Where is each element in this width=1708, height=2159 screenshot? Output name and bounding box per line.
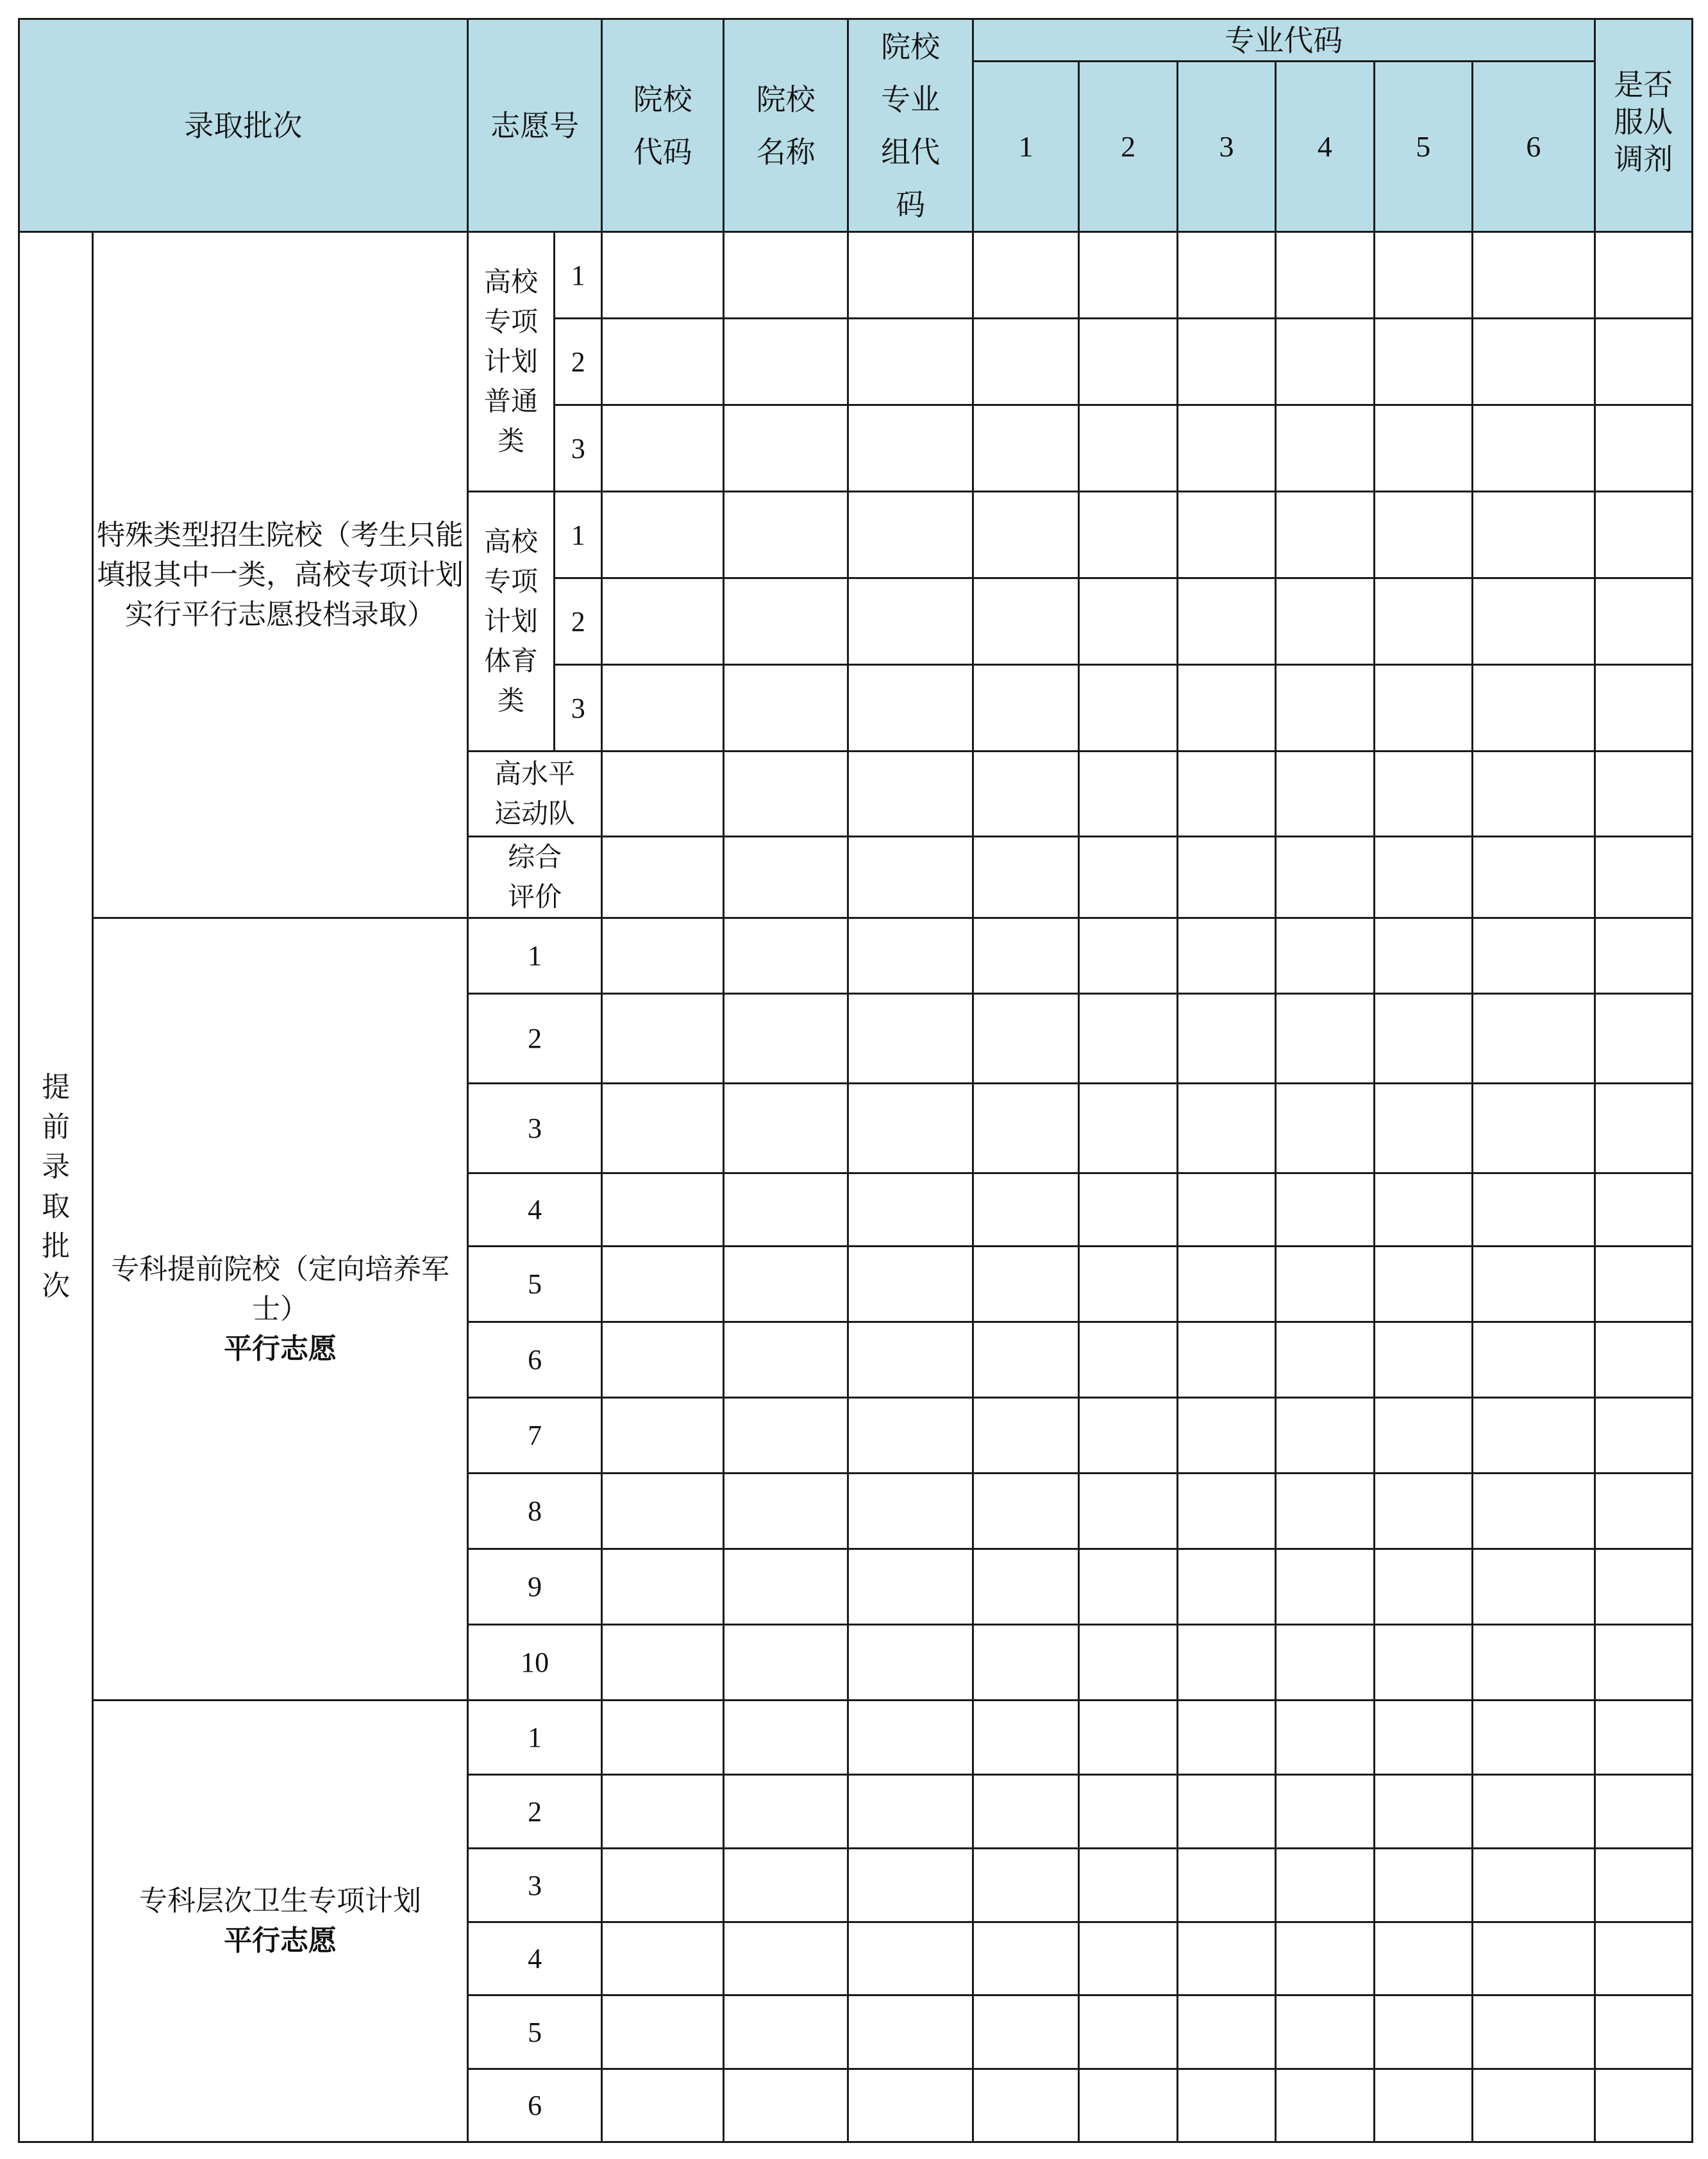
school-name-cell[interactable]	[723, 2069, 848, 2142]
volunteer-number: 2	[467, 994, 602, 1084]
major-code-cell[interactable]	[973, 1775, 1078, 1849]
major-code-cell[interactable]	[1177, 918, 1275, 994]
major-code-cell[interactable]	[1079, 1922, 1177, 1995]
school-code-cell[interactable]	[602, 1398, 724, 1474]
major-code-cell[interactable]	[1374, 405, 1472, 492]
major-code-cell[interactable]	[973, 665, 1078, 752]
major-code-cell[interactable]	[1374, 232, 1472, 319]
group-code-cell[interactable]	[848, 1398, 973, 1474]
school-name-cell[interactable]	[723, 319, 848, 405]
volunteer-number: 1	[467, 918, 602, 994]
major-code-cell[interactable]	[1079, 1084, 1177, 1173]
health-section-title: 专科层次卫生专项计划 平行志愿	[93, 1701, 468, 2142]
group-code-cell[interactable]	[848, 2069, 973, 2142]
major-code-cell[interactable]	[1079, 665, 1177, 752]
major-code-cell[interactable]	[1374, 1995, 1472, 2069]
major-code-cell[interactable]	[1177, 1922, 1275, 1995]
header-major-1: 1	[973, 62, 1078, 232]
major-code-cell[interactable]	[1177, 1398, 1275, 1474]
major-code-cell[interactable]	[1472, 918, 1595, 994]
major-code-cell[interactable]	[973, 1173, 1078, 1247]
school-code-cell[interactable]	[602, 1625, 724, 1701]
school-code-cell[interactable]	[602, 1922, 724, 1995]
school-code-cell[interactable]	[602, 1474, 724, 1549]
header-school-code: 院校代码	[602, 19, 724, 232]
volunteer-number: 3	[467, 1084, 602, 1173]
major-code-cell[interactable]	[1472, 1398, 1595, 1474]
major-code-cell[interactable]	[1374, 1549, 1472, 1625]
major-code-cell[interactable]	[1472, 1625, 1595, 1701]
major-code-cell[interactable]	[1177, 1625, 1275, 1701]
volunteer-number: 4	[467, 1173, 602, 1247]
major-code-cell[interactable]	[1276, 1398, 1374, 1474]
header-batch: 录取批次	[19, 19, 468, 232]
major-code-cell[interactable]	[1079, 405, 1177, 492]
major-code-cell[interactable]	[1079, 1247, 1177, 1322]
school-code-cell[interactable]	[602, 319, 724, 405]
special-general-label: 高校专项计划普通类	[467, 232, 554, 492]
obey-cell[interactable]	[1595, 2069, 1692, 2142]
major-code-cell[interactable]	[1472, 232, 1595, 319]
major-code-cell[interactable]	[1374, 752, 1472, 837]
volunteer-number: 10	[467, 1625, 602, 1701]
volunteer-number: 2	[555, 319, 602, 405]
major-code-cell[interactable]	[1472, 1247, 1595, 1322]
school-name-cell[interactable]	[723, 1247, 848, 1322]
obey-cell[interactable]	[1595, 232, 1692, 319]
major-code-cell[interactable]	[1276, 405, 1374, 492]
major-code-cell[interactable]	[1079, 1474, 1177, 1549]
group-code-cell[interactable]	[848, 1701, 973, 1775]
major-code-cell[interactable]	[1374, 918, 1472, 994]
volunteer-number: 8	[467, 1474, 602, 1549]
major-code-cell[interactable]	[1177, 1084, 1275, 1173]
school-name-cell[interactable]	[723, 1173, 848, 1247]
header-row-1	[19, 19, 1693, 62]
group-code-cell[interactable]	[848, 1775, 973, 1849]
major-code-cell[interactable]	[973, 994, 1078, 1084]
major-code-cell[interactable]	[1079, 492, 1177, 578]
volunteer-number: 6	[467, 1322, 602, 1398]
school-code-cell[interactable]	[602, 2069, 724, 2142]
special-section-title: 特殊类型招生院校（考生只能填报其中一类，高校专项计划实行平行志愿投档录取）	[93, 232, 468, 918]
major-code-cell[interactable]	[1374, 1247, 1472, 1322]
header-major-4: 4	[1276, 62, 1374, 232]
volunteer-number: 2	[467, 1775, 602, 1849]
group-code-cell[interactable]	[848, 405, 973, 492]
major-code-cell[interactable]	[1276, 1549, 1374, 1625]
header-major-2: 2	[1079, 62, 1177, 232]
school-name-cell[interactable]	[723, 1549, 848, 1625]
major-code-cell[interactable]	[1177, 232, 1275, 319]
major-code-cell[interactable]	[1177, 665, 1275, 752]
group-code-cell[interactable]	[848, 1625, 973, 1701]
major-code-cell[interactable]	[1079, 1625, 1177, 1701]
school-name-cell[interactable]	[723, 994, 848, 1084]
major-code-cell[interactable]	[1079, 1775, 1177, 1849]
major-code-cell[interactable]	[1276, 319, 1374, 405]
major-code-cell[interactable]	[973, 319, 1078, 405]
school-name-cell[interactable]	[723, 1922, 848, 1995]
major-code-cell[interactable]	[1472, 1701, 1595, 1775]
major-code-cell[interactable]	[1374, 1775, 1472, 1849]
major-code-cell[interactable]	[1472, 1549, 1595, 1625]
major-code-cell[interactable]	[973, 1922, 1078, 1995]
obey-cell[interactable]	[1595, 994, 1692, 1084]
form-container	[18, 18, 1693, 2143]
major-code-cell[interactable]	[1177, 1549, 1275, 1625]
header-major-6: 6	[1472, 62, 1595, 232]
major-code-cell[interactable]	[1472, 578, 1595, 665]
group-code-cell[interactable]	[848, 1922, 973, 1995]
obey-cell[interactable]	[1595, 665, 1692, 752]
major-code-cell[interactable]	[1276, 752, 1374, 837]
obey-cell[interactable]	[1595, 752, 1692, 837]
header-school-name: 院校名称	[723, 19, 848, 232]
school-name-cell[interactable]	[723, 1322, 848, 1398]
major-code-cell[interactable]	[1079, 319, 1177, 405]
major-code-cell[interactable]	[1472, 1849, 1595, 1922]
volunteer-number: 4	[467, 1922, 602, 1995]
major-code-cell[interactable]	[1472, 1084, 1595, 1173]
major-code-cell[interactable]	[973, 1995, 1078, 2069]
application-table	[18, 18, 1693, 2143]
major-code-cell[interactable]	[1472, 752, 1595, 837]
major-code-cell[interactable]	[1374, 1625, 1472, 1701]
volunteer-number: 3	[555, 665, 602, 752]
obey-cell[interactable]	[1595, 492, 1692, 578]
special-sports-label: 高校专项计划体育类	[467, 492, 554, 752]
group-code-cell[interactable]	[848, 1474, 973, 1549]
volunteer-number: 7	[467, 1398, 602, 1474]
major-code-cell[interactable]	[1276, 994, 1374, 1084]
obey-cell[interactable]	[1595, 405, 1692, 492]
school-code-cell[interactable]	[602, 492, 724, 578]
volunteer-number: 1	[467, 1701, 602, 1775]
obey-cell[interactable]	[1595, 1922, 1692, 1995]
obey-cell[interactable]	[1595, 578, 1692, 665]
school-code-cell[interactable]	[602, 1084, 724, 1173]
major-code-cell[interactable]	[973, 918, 1078, 994]
major-code-cell[interactable]	[1472, 1922, 1595, 1995]
major-code-cell[interactable]	[1374, 665, 1472, 752]
major-code-cell[interactable]	[1177, 994, 1275, 1084]
major-code-cell[interactable]	[1276, 1247, 1374, 1322]
major-code-cell[interactable]	[1276, 1849, 1374, 1922]
major-code-cell[interactable]	[1276, 1474, 1374, 1549]
school-code-cell[interactable]	[602, 1995, 724, 2069]
major-code-cell[interactable]	[973, 232, 1078, 319]
batch-label: 提前录取批次	[19, 232, 93, 2142]
group-code-cell[interactable]	[848, 1322, 973, 1398]
school-code-cell[interactable]	[602, 1173, 724, 1247]
school-name-cell[interactable]	[723, 918, 848, 994]
group-code-cell[interactable]	[848, 1173, 973, 1247]
major-code-cell[interactable]	[1177, 1701, 1275, 1775]
major-code-cell[interactable]	[1374, 578, 1472, 665]
major-code-cell[interactable]	[1079, 752, 1177, 837]
major-code-cell[interactable]	[1276, 578, 1374, 665]
major-code-cell[interactable]	[973, 837, 1078, 918]
obey-cell[interactable]	[1595, 1995, 1692, 2069]
major-code-cell[interactable]	[1079, 918, 1177, 994]
group-code-cell[interactable]	[848, 578, 973, 665]
school-name-cell[interactable]	[723, 1625, 848, 1701]
major-code-cell[interactable]	[1374, 319, 1472, 405]
major-code-cell[interactable]	[1079, 232, 1177, 319]
major-code-cell[interactable]	[1472, 492, 1595, 578]
school-code-cell[interactable]	[602, 665, 724, 752]
obey-cell[interactable]	[1595, 319, 1692, 405]
major-code-cell[interactable]	[1374, 1084, 1472, 1173]
obey-cell[interactable]	[1595, 837, 1692, 918]
major-code-cell[interactable]	[973, 1084, 1078, 1173]
school-code-cell[interactable]	[602, 1549, 724, 1625]
major-code-cell[interactable]	[1079, 994, 1177, 1084]
volunteer-number: 5	[467, 1995, 602, 2069]
group-code-cell[interactable]	[848, 492, 973, 578]
major-code-cell[interactable]	[1472, 1474, 1595, 1549]
group-code-cell[interactable]	[848, 1849, 973, 1922]
school-code-cell[interactable]	[602, 994, 724, 1084]
major-code-cell[interactable]	[1177, 837, 1275, 918]
major-code-cell[interactable]	[1177, 1247, 1275, 1322]
major-code-cell[interactable]	[1472, 319, 1595, 405]
obey-cell[interactable]	[1595, 1625, 1692, 1701]
major-code-cell[interactable]	[1374, 1922, 1472, 1995]
major-code-cell[interactable]	[1079, 1549, 1177, 1625]
major-code-cell[interactable]	[1177, 1474, 1275, 1549]
major-code-cell[interactable]	[973, 1849, 1078, 1922]
major-code-cell[interactable]	[973, 752, 1078, 837]
major-code-cell[interactable]	[1276, 1322, 1374, 1398]
major-code-cell[interactable]	[1472, 405, 1595, 492]
school-name-cell[interactable]	[723, 1474, 848, 1549]
header-major-5: 5	[1374, 62, 1472, 232]
group-code-cell[interactable]	[848, 837, 973, 918]
header-major-3: 3	[1177, 62, 1275, 232]
school-name-cell[interactable]	[723, 1995, 848, 2069]
major-code-cell[interactable]	[1177, 1849, 1275, 1922]
table-row	[19, 918, 1693, 994]
major-code-cell[interactable]	[1079, 578, 1177, 665]
group-code-cell[interactable]	[848, 1549, 973, 1625]
major-code-cell[interactable]	[1472, 1322, 1595, 1398]
major-code-cell[interactable]	[1177, 319, 1275, 405]
major-code-cell[interactable]	[973, 1701, 1078, 1775]
major-code-cell[interactable]	[1374, 994, 1472, 1084]
school-name-cell[interactable]	[723, 578, 848, 665]
obey-cell[interactable]	[1595, 1084, 1692, 1173]
school-name-cell[interactable]	[723, 1084, 848, 1173]
major-code-cell[interactable]	[1374, 1398, 1472, 1474]
major-code-cell[interactable]	[1374, 1701, 1472, 1775]
major-code-cell[interactable]	[1374, 1322, 1472, 1398]
military-section-title: 专科提前院校（定向培养军士） 平行志愿	[93, 918, 468, 1701]
major-code-cell[interactable]	[1177, 1322, 1275, 1398]
major-code-cell[interactable]	[1276, 1775, 1374, 1849]
school-code-cell[interactable]	[602, 1701, 724, 1775]
major-code-cell[interactable]	[1079, 1701, 1177, 1775]
obey-cell[interactable]	[1595, 1398, 1692, 1474]
major-code-cell[interactable]	[1472, 1173, 1595, 1247]
major-code-cell[interactable]	[1276, 492, 1374, 578]
school-code-cell[interactable]	[602, 578, 724, 665]
group-code-cell[interactable]	[848, 232, 973, 319]
major-code-cell[interactable]	[973, 492, 1078, 578]
major-code-cell[interactable]	[1079, 1849, 1177, 1922]
table-row	[19, 232, 1693, 319]
group-code-cell[interactable]	[848, 994, 973, 1084]
major-code-cell[interactable]	[1276, 2069, 1374, 2142]
major-code-cell[interactable]	[1177, 752, 1275, 837]
obey-cell[interactable]	[1595, 1247, 1692, 1322]
major-code-cell[interactable]	[1177, 578, 1275, 665]
major-code-cell[interactable]	[1374, 1849, 1472, 1922]
major-code-cell[interactable]	[973, 2069, 1078, 2142]
obey-cell[interactable]	[1595, 1849, 1692, 1922]
volunteer-number: 1	[555, 492, 602, 578]
group-code-cell[interactable]	[848, 752, 973, 837]
obey-cell[interactable]	[1595, 1173, 1692, 1247]
major-code-cell[interactable]	[1276, 1084, 1374, 1173]
major-code-cell[interactable]	[1079, 2069, 1177, 2142]
school-code-cell[interactable]	[602, 232, 724, 319]
major-code-cell[interactable]	[1472, 665, 1595, 752]
volunteer-number: 3	[555, 405, 602, 492]
major-code-cell[interactable]	[973, 1474, 1078, 1549]
school-name-cell[interactable]	[723, 1398, 848, 1474]
comprehensive-eval-label: 综合评价	[467, 837, 602, 918]
school-code-cell[interactable]	[602, 918, 724, 994]
volunteer-number: 3	[467, 1849, 602, 1922]
group-code-cell[interactable]	[848, 918, 973, 994]
volunteer-number: 9	[467, 1549, 602, 1625]
volunteer-number: 1	[555, 232, 602, 319]
major-code-cell[interactable]	[1276, 837, 1374, 918]
major-code-cell[interactable]	[1079, 1173, 1177, 1247]
major-code-cell[interactable]	[1177, 2069, 1275, 2142]
major-code-cell[interactable]	[1374, 1474, 1472, 1549]
volunteer-number: 2	[555, 578, 602, 665]
school-code-cell[interactable]	[602, 1849, 724, 1922]
group-code-cell[interactable]	[848, 1084, 973, 1173]
volunteer-number: 6	[467, 2069, 602, 2142]
header-group-code: 院校专业组代码	[848, 19, 973, 232]
group-code-cell[interactable]	[848, 319, 973, 405]
major-code-cell[interactable]	[1276, 918, 1374, 994]
school-code-cell[interactable]	[602, 405, 724, 492]
group-code-cell[interactable]	[848, 665, 973, 752]
group-code-cell[interactable]	[848, 1995, 973, 2069]
major-code-cell[interactable]	[1177, 1173, 1275, 1247]
major-code-cell[interactable]	[1177, 1995, 1275, 2069]
major-code-cell[interactable]	[1177, 492, 1275, 578]
major-code-cell[interactable]	[1276, 1995, 1374, 2069]
school-code-cell[interactable]	[602, 1322, 724, 1398]
major-code-cell[interactable]	[1276, 1701, 1374, 1775]
major-code-cell[interactable]	[1374, 492, 1472, 578]
obey-cell[interactable]	[1595, 1474, 1692, 1549]
school-name-cell[interactable]	[723, 752, 848, 837]
major-code-cell[interactable]	[1276, 665, 1374, 752]
major-code-cell[interactable]	[1079, 1322, 1177, 1398]
obey-cell[interactable]	[1595, 1549, 1692, 1625]
table-row	[19, 1701, 1693, 1775]
school-name-cell[interactable]	[723, 1775, 848, 1849]
header-obey: 是否服从调剂	[1595, 19, 1692, 232]
major-code-cell[interactable]	[973, 405, 1078, 492]
major-code-cell[interactable]	[1079, 1398, 1177, 1474]
major-code-cell[interactable]	[1276, 1173, 1374, 1247]
high-level-team-label: 高水平运动队	[467, 752, 602, 837]
major-code-cell[interactable]	[1079, 1995, 1177, 2069]
school-code-cell[interactable]	[602, 1247, 724, 1322]
school-name-cell[interactable]	[723, 665, 848, 752]
school-name-cell[interactable]	[723, 1849, 848, 1922]
major-code-cell[interactable]	[973, 1247, 1078, 1322]
major-code-cell[interactable]	[1177, 405, 1275, 492]
major-code-cell[interactable]	[1374, 837, 1472, 918]
school-code-cell[interactable]	[602, 1775, 724, 1849]
obey-cell[interactable]	[1595, 1701, 1692, 1775]
major-code-cell[interactable]	[1472, 994, 1595, 1084]
major-code-cell[interactable]	[973, 1398, 1078, 1474]
major-code-cell[interactable]	[973, 578, 1078, 665]
major-code-cell[interactable]	[1472, 1775, 1595, 1849]
major-code-cell[interactable]	[1177, 1775, 1275, 1849]
major-code-cell[interactable]	[1276, 232, 1374, 319]
major-code-cell[interactable]	[1276, 1625, 1374, 1701]
major-code-cell[interactable]	[1472, 2069, 1595, 2142]
major-code-cell[interactable]	[1374, 1173, 1472, 1247]
school-name-cell[interactable]	[723, 232, 848, 319]
school-name-cell[interactable]	[723, 492, 848, 578]
major-code-cell[interactable]	[973, 1322, 1078, 1398]
major-code-cell[interactable]	[973, 1625, 1078, 1701]
major-code-cell[interactable]	[1276, 1922, 1374, 1995]
school-code-cell[interactable]	[602, 837, 724, 918]
obey-cell[interactable]	[1595, 1775, 1692, 1849]
obey-cell[interactable]	[1595, 1322, 1692, 1398]
header-major-code: 专业代码	[973, 19, 1595, 62]
school-code-cell[interactable]	[602, 752, 724, 837]
major-code-cell[interactable]	[1079, 837, 1177, 918]
group-code-cell[interactable]	[848, 1247, 973, 1322]
major-code-cell[interactable]	[1472, 1995, 1595, 2069]
major-code-cell[interactable]	[973, 1549, 1078, 1625]
school-name-cell[interactable]	[723, 1701, 848, 1775]
major-code-cell[interactable]	[1374, 2069, 1472, 2142]
obey-cell[interactable]	[1595, 918, 1692, 994]
volunteer-number: 5	[467, 1247, 602, 1322]
header-volunteer-no: 志愿号	[467, 19, 602, 232]
school-name-cell[interactable]	[723, 837, 848, 918]
major-code-cell[interactable]	[1472, 837, 1595, 918]
school-name-cell[interactable]	[723, 405, 848, 492]
